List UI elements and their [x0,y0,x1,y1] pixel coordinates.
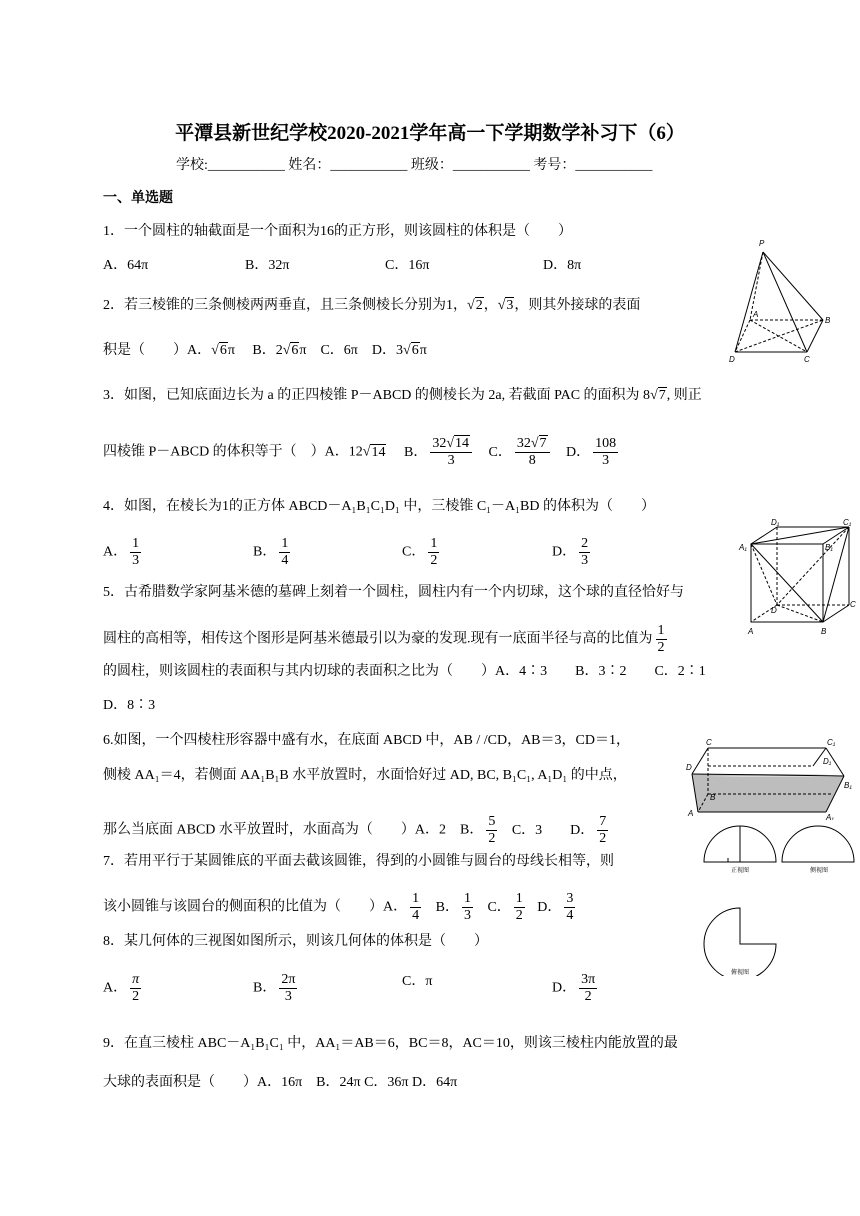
q8-a-den: 2 [132,989,140,1004]
q7-a-num: 1 [412,891,420,906]
q6-b-num: 5 [488,814,496,829]
q2-text-end: ，则其外接球的表面 [514,298,641,313]
q3-d-den: 3 [602,453,610,468]
q2-a-root: 6 [219,343,227,358]
q2-d-tail: π [419,343,427,358]
q9-line1: 9．在直三棱柱 ABC－A₁B₁C₁ 中，AA₁＝AB＝6，BC＝8，AC＝10，则该三棱柱内能放置的最 [103,1036,678,1051]
prism-label-a1: A₁ [826,813,834,820]
q4-b-label: B． [253,544,277,560]
prism-figure [686,736,856,820]
q2-text: 2．若三棱锥的三条侧棱两两垂直，且三条侧棱长分别为1， [103,298,467,313]
q4-stem: 4．如图，在棱长为1的正方体 ABCD－A₁B₁C₁D₁ 中，三棱锥 C₁－A₁BD 的体积为（ ） [103,499,655,514]
q6-options: 那么当底面 ABCD 水平放置时，水面高为（ ）A．2 B． [103,822,484,838]
page-title: 平潭县新世纪学校2020-2021学年高一下学期数学补习下（6） [175,123,685,144]
q7-c-den: 2 [515,908,523,923]
top-view-label: 俯视图 [731,970,750,976]
pyramid-label-d: D [729,355,735,364]
q8-a-label: A． [103,980,128,996]
q3-a-root: 14 [371,444,386,460]
q7-c-num: 1 [515,891,523,906]
q4-option-d [552,536,593,569]
q6-d-den: 2 [599,831,607,846]
q3-text: 3．如图，已知底面边长为 a 的正四棱锥 P－ABCD 的侧棱长为 2a, 若截面 PAC 的面积为 8 [103,388,651,403]
q3-b-root: 14 [455,436,470,451]
q4-a-num: 1 [132,536,140,551]
q5-frac-num: 1 [657,623,665,638]
q8-b-label: B． [253,980,277,996]
cube-label-d1: D₁ [771,518,780,527]
q2-root2: 2 [475,298,483,313]
q5-frac-den: 2 [657,640,665,655]
q5-line1: 5．古希腊数学家阿基米德的墓碑上刻着一个圆柱，圆柱内有一个内切球，这个球的直径恰好与 [103,585,684,600]
q8-d-den: 2 [584,989,592,1004]
q2-line2: 积是（ ）A．√6π B．2√6π C．6π D．3√6π [103,343,427,358]
q5-text: 圆柱的高相等，相传这个图形是阿基米德最引以为豪的发现.现有一底面半径与高的比值为 [103,631,653,647]
prism-label-b: B [710,793,716,802]
q3-c-fraction: $\frac{32√7}{8}$ [515,436,550,469]
q5-option-d: D．8∶3 [103,698,156,713]
q4-d-num: 2 [581,536,589,551]
exam-no-blank: ___________ [575,158,653,173]
q7-option-b: B． [435,899,459,915]
pyramid-label-p: P [759,239,765,248]
q4-c-label: C． [402,544,426,560]
q6-line2: 侧棱 AA₁＝4，若侧面 AA₁B₁B 水平放置时，水面恰好过 AD, BC, B₁C₁, A₁D₁ 的中点， [103,768,627,783]
q2-d-root: 6 [411,343,419,358]
q7-b-den: 3 [463,908,471,923]
q6-option-cd: C．3 D． [511,822,595,838]
q4-c-num: 1 [430,536,438,551]
school-blank: ___________ [207,158,285,173]
q4-b-num: 1 [281,536,289,551]
q7-line1: 7．若用平行于某圆锥底的平面去截该圆锥，得到的小圆锥与圆台的母线长相等，则 [103,854,614,869]
q3-line1: 3．如图，已知底面边长为 a 的正四棱锥 P－ABCD 的侧棱长为 2a, 若截面 PAC 的面积为 8√7, 则正 [103,388,702,403]
q8-option-b [253,972,300,1005]
class-label: 班级： [410,158,453,173]
prism-label-b1: B₁ [844,781,852,790]
q7-d-den: 4 [566,908,574,923]
q6-b-den: 2 [488,831,496,846]
q6-line3 [103,814,611,847]
q3-text-end: , 则正 [666,388,702,403]
cube-label-a1: A₁ [739,543,747,552]
prism-label-d: D [686,763,692,772]
q8-d-label: D． [552,980,577,996]
cube-figure [737,518,857,640]
cube-label-c1: C₁ [843,518,852,527]
q4-a-label: A． [103,544,128,560]
q7-option-c: C． [487,899,511,915]
q8-b-den: 3 [284,989,292,1004]
cube-label-b1: B₁ [825,543,833,552]
q9-line2: 大球的表面积是（ ）A．16π B．24π C．36π D．64π [103,1075,458,1090]
q3-option-a: 四棱锥 P－ABCD 的体积等于（ ）A．12 [103,444,363,460]
q3-b-den: 3 [447,453,455,468]
q3-c-root: 7 [539,436,547,451]
q2-line1: 2．若三棱锥的三条侧棱两两垂直，且三条侧棱长分别为1，√2，√3，则其外接球的表面 [103,298,641,313]
q3-root7: 7 [658,388,666,403]
prism-label-c1: C₁ [827,738,836,747]
three-views-figure [700,824,860,976]
q8-option-c: C．π [402,974,433,989]
q4-c-den: 2 [430,553,438,568]
q3-option-d: D． [566,444,591,460]
q5-line3: 的圆柱，则该圆柱的表面积与其内切球的表面积之比为（ ）A．4∶3 B．3∶2 C．2∶1 [103,664,706,679]
q2-a-tail: π B．2 [227,343,283,358]
q4-option-a [103,536,144,569]
student-info-line [176,156,652,176]
q1-option-d: D．8π [543,258,582,273]
q3-line2: 四棱锥 P－ABCD 的体积等于（ ）A．12√14 B． $\frac{32√14}{3}$ C． $\frac{32√7}{8}$ D． $\frac{108}{3}$ [103,436,617,468]
q3-option-c: C． [488,444,512,460]
q8-option-d [552,972,600,1005]
q3-c-den: 8 [528,453,536,468]
name-blank: ___________ [330,158,408,173]
q1-option-c: C．16π [385,258,430,273]
q6-d-num: 7 [599,814,607,829]
school-label: 学校: [176,158,208,173]
pyramid-label-c: C [804,355,810,364]
q4-d-den: 3 [581,553,589,568]
q8-stem: 8．某几何体的三视图如图所示，则该几何体的体积是（ ） [103,934,488,949]
q1-option-a: A．64π [103,258,149,273]
q1-stem: 1．一个圆柱的轴截面是一个面积为16的正方形，则该圆柱的体积是（ ） [103,224,572,239]
q8-option-a [103,972,144,1005]
q2-b-root: 6 [291,343,299,358]
q7-b-num: 1 [463,891,471,906]
q3-option-b: B． [403,444,428,460]
pyramid-figure [725,235,840,365]
front-view-label: 正视图 [731,868,750,874]
prism-label-d1: D₁ [823,757,832,766]
cube-label-a: A [748,627,754,636]
prism-label-c: C [706,738,712,747]
q4-a-den: 3 [132,553,140,568]
q5-line2 [103,623,670,656]
q7-option-d: D． [537,899,562,915]
q2-sep: ， [483,298,498,313]
q2-b-tail: π C．6π D．3 [299,343,403,358]
q2-root3: 3 [506,298,514,313]
cube-label-d: D [771,606,777,615]
q7-a-den: 4 [412,908,420,923]
q8-b-num: 2π [281,972,296,987]
q3-b-num: 32 [432,436,447,451]
class-blank: ___________ [452,158,530,173]
q3-d-num: 108 [595,436,617,451]
q4-d-label: D． [552,544,577,560]
pyramid-label-a: A [753,310,759,319]
pyramid-label-b: B [825,316,831,325]
q4-option-b [253,536,293,569]
q4-option-c [402,536,442,569]
cube-label-c: C [850,600,856,609]
q6-line1: 6.如图，一个四棱柱形容器中盛有水，在底面 ABCD 中，AB / /CD，AB＝3，CD＝1， [103,733,630,748]
q7-d-num: 3 [566,891,574,906]
name-label: 姓名： [288,158,331,173]
q8-a-num: π [132,972,140,987]
q7-line2 [103,891,578,924]
prism-label-a: A [688,809,694,818]
q3-c-num: 32 [516,436,531,451]
q1-option-b: B．32π [245,258,290,273]
side-view-label: 侧视图 [810,868,829,874]
cube-label-b: B [821,627,827,636]
q3-b-fraction: $\frac{32√14}{3}$ [430,436,472,469]
q7-text: 该小圆锥与该圆台的侧面积的比值为（ ）A． [103,899,408,915]
q3-d-fraction [593,436,618,469]
q8-d-num: 3π [581,972,596,987]
q2-options-prefix: 积是（ ）A． [103,343,212,358]
q4-b-den: 4 [281,553,289,568]
section-heading: 一、单选题 [103,191,173,206]
exam-no-label: 考号： [533,158,576,173]
